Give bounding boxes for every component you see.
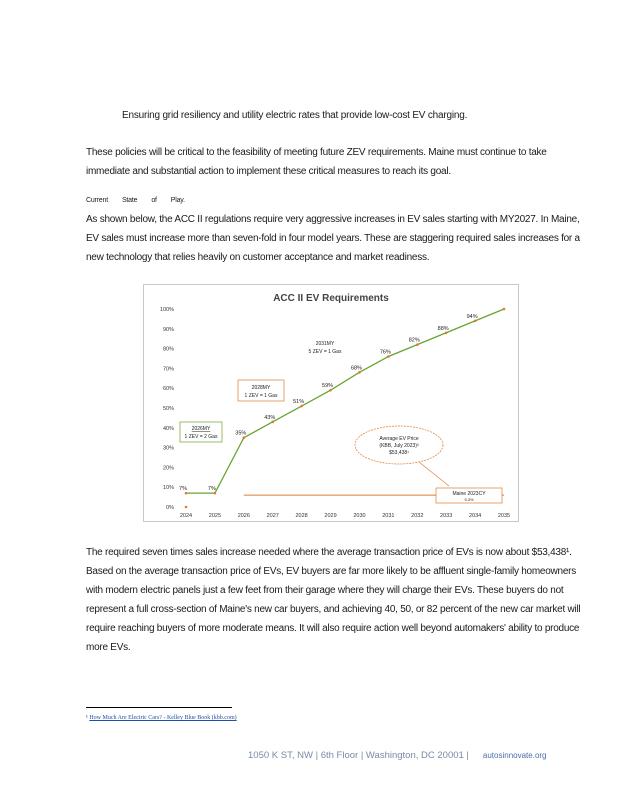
- x-tick-label: 2029: [324, 513, 337, 519]
- data-label: 68%: [350, 365, 362, 372]
- callout-maine-line2: 5.3%: [464, 497, 474, 502]
- paragraph-price: The required seven times sales increase needed where the average transaction price of EVs is now about $53,438¹. Based on the average transaction price of EVs, EV buyers are far more likely to be affluent single-family homeowners with modern electric panels just a few feet from their garage where they will charge their EVs. These buyers do not represent a full cross-section of Maine's new car buyers, and achieving 40, 50, or 82 percent of the new car market will require reaching buyers of more moderate means. It will also require action well beyond automakers' ability to produce more EVs.: [86, 547, 581, 653]
- callout-maine-line1: Maine 2023CY: [452, 491, 486, 497]
- series-line-green: [186, 309, 504, 493]
- callout-price-line3: $53,438¹: [389, 450, 409, 456]
- heading-word: Current: [86, 197, 108, 204]
- callout-price-pointer: [419, 462, 449, 486]
- data-label: 35%: [235, 430, 247, 437]
- data-point: [387, 355, 390, 358]
- callout-price-line1: Average EV Price: [379, 436, 419, 442]
- y-tick-label: 30%: [162, 445, 174, 452]
- y-tick-label: 60%: [162, 386, 174, 393]
- y-tick-label: 10%: [162, 485, 174, 492]
- data-label: 51%: [293, 399, 305, 406]
- callout-2031-line2: 5 ZEV = 1 Gas: [308, 349, 342, 355]
- acc-ii-chart: [144, 285, 518, 521]
- footer-site-link[interactable]: autosinnovate.org: [482, 751, 547, 760]
- y-tick-label: 50%: [162, 406, 174, 412]
- footnote-link[interactable]: How Much Are Electric Cars? - Kelley Blue Book (kbb.com): [89, 715, 237, 721]
- data-label: 82%: [408, 337, 420, 344]
- data-point: [445, 331, 448, 334]
- data-label: 7%: [179, 486, 187, 493]
- chart-title: ACC II EV Requirements: [273, 293, 389, 304]
- data-point: [300, 405, 303, 408]
- heading-word: State: [121, 197, 138, 204]
- bullet-text: Ensuring grid resiliency and utility electric rates that provide low-cost EV charging.: [122, 110, 468, 121]
- y-tick-label: 80%: [162, 346, 174, 353]
- bullet-item: [104, 110, 467, 121]
- data-label: 7%: [207, 486, 216, 493]
- x-tick-label: 2033: [440, 513, 453, 519]
- heading-word: of: [151, 197, 157, 204]
- data-point: [185, 492, 188, 495]
- data-point: [243, 436, 246, 439]
- heading-word: Play.: [170, 197, 185, 204]
- data-point: [358, 371, 361, 374]
- data-point: [329, 389, 332, 392]
- paragraph-policies: These policies will be critical to the feasibility of meeting future ZEV requirements. Maine must continue to take immediate and substantial action to implement these critical measures to reach its goal.: [86, 147, 547, 177]
- data-point: [474, 320, 477, 323]
- x-tick-label: 2027: [266, 513, 279, 519]
- callout-2031-line1: 2031MY: [315, 341, 335, 347]
- y-tick-label: 100%: [159, 307, 174, 313]
- data-label: 43%: [264, 414, 276, 421]
- x-tick-label: 2032: [411, 513, 424, 519]
- data-label: 94%: [466, 313, 478, 320]
- y-tick-label: 70%: [162, 366, 174, 373]
- chart-frame: [143, 284, 519, 522]
- x-tick-label: 2024: [179, 513, 193, 519]
- x-tick-label: 2034: [468, 513, 482, 519]
- data-point: [271, 421, 274, 424]
- page-footer: [248, 750, 547, 761]
- y-tick-label: 20%: [162, 465, 174, 472]
- data-point: [214, 492, 217, 495]
- callout-2026-line1: 2026MY: [191, 426, 211, 432]
- x-tick-label: 2028: [295, 513, 308, 519]
- data-label: 59%: [322, 383, 334, 390]
- footnote: [86, 715, 237, 721]
- footnote-mark: ¹: [86, 715, 88, 721]
- data-label: 88%: [437, 325, 449, 332]
- x-tick-label: 2025: [208, 513, 222, 519]
- data-label: 76%: [379, 349, 391, 356]
- callout-2028-line1: 2028MY: [251, 385, 271, 391]
- x-tick-label: 2035: [497, 513, 511, 519]
- y-tick-label: 0%: [166, 505, 174, 511]
- footer-address: 1050 K ST, NW | 6th Floor | Washington, DC 20001 |: [248, 750, 469, 761]
- callout-2028-line2: 1 ZEV = 1 Gas: [244, 393, 278, 399]
- y-tick-label: 90%: [162, 326, 174, 333]
- x-tick-label: 2031: [382, 513, 395, 519]
- y-tick-label: 40%: [162, 425, 174, 432]
- x-tick-label: 2026: [237, 513, 250, 519]
- x-tick-label: 2030: [353, 513, 366, 519]
- data-point: [503, 308, 506, 311]
- footnote-rule: [86, 707, 232, 708]
- callout-price-line2: (KBB, July 2023)³: [379, 443, 419, 449]
- callout-2026-line2: 1 ZEV = 2 Gas: [184, 434, 218, 440]
- paragraph-play: As shown below, the ACC II regulations require very aggressive increases in EV sales starting with MY2027. In Maine, EV sales must increase more than seven-fold in four model years. These are staggering required sales increases for a new technology that relies heavily on customer acceptance and market readiness.: [86, 214, 580, 263]
- data-point: [416, 343, 419, 346]
- data-point: [185, 506, 188, 509]
- section-heading: [86, 197, 199, 204]
